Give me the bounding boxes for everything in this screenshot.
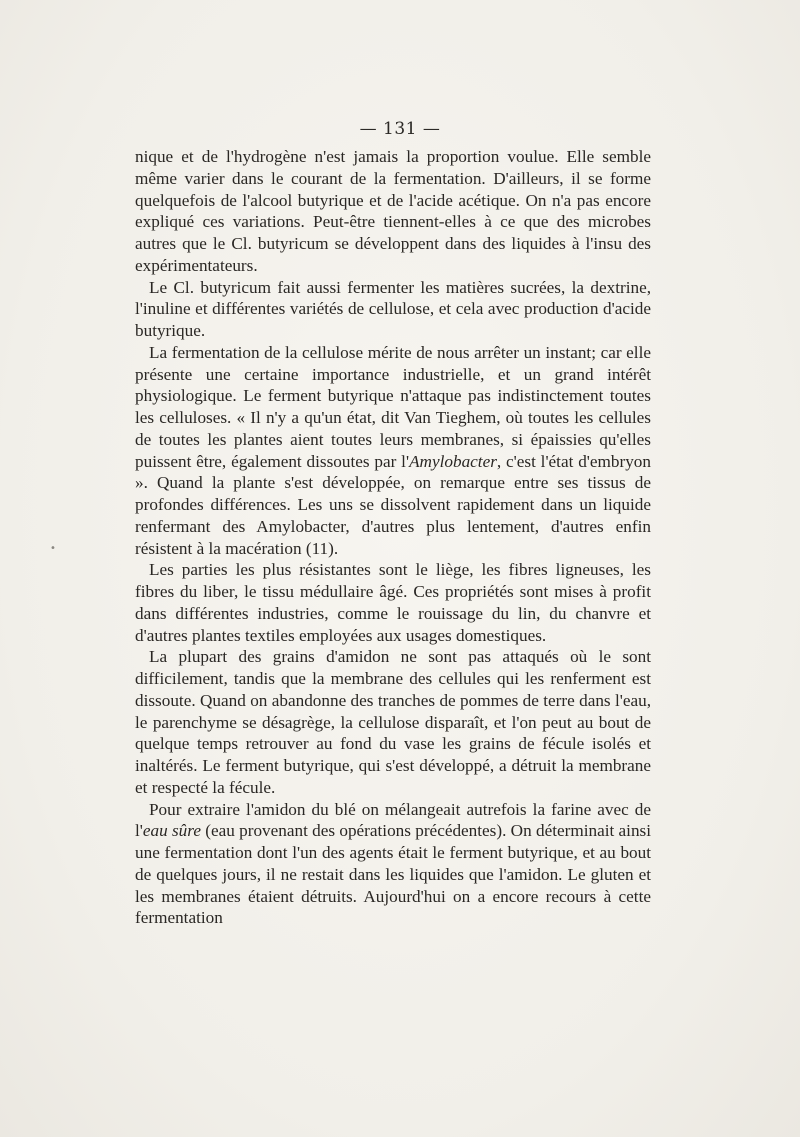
page-number: — 131 — xyxy=(359,119,441,139)
paragraph-text: Les parties les plus résistantes sont le liège, les fibres ligneuses, les fibres du liber, le tissu médullaire âgé. Ces propriétés sont mises à profit dans différentes industries, comme le rouissage du lin, du chanvre et d'autres plantes textiles employées aux usages domestiques. xyxy=(135,560,651,645)
paragraph-p1 xyxy=(135,146,651,277)
paragraph-text: nique et de l'hydrogène n'est jamais la proportion voulue. Elle semble même varier dans le courant de la fermentation. D'ailleurs, il se forme quelquefois de l'alcool butyrique et de l'acide acétique. On n'a pas encore expliqué ces variations. Peut-être tiennent-elles à ce que des microbes autres que le Cl. butyricum se développent dans des liquides à l'insu des expérimentateurs. xyxy=(135,147,651,275)
paragraph-p4 xyxy=(135,559,651,646)
paragraph-p6 xyxy=(135,799,651,930)
paragraph-p5 xyxy=(135,646,651,798)
paragraph-text: La plupart des grains d'amidon ne sont pas attaqués où le sont difficilement, tandis que la membrane des cellules qui les renferment est dissoute. Quand on abandonne des tranches de pommes de terre dans l'eau, le parenchyme se désagrège, la cellulose disparaît, et l'on peut au bout de quelque temps retrouver au fond du vase les grains de fécule isolés et inaltérés. Le ferment butyrique, qui s'est développé, a détruit la membrane et respecté la fécule. xyxy=(135,647,651,797)
margin-mark: • xyxy=(50,543,56,554)
paragraph-p3 xyxy=(135,342,651,560)
paragraph-text: La fermentation de la cellulose mérite de nous arrêter un instant; car elle présente une certaine importance industrielle, et un grand intérêt physiologique. Le ferment butyrique n'attaque pas indistinctement toutes les celluloses. « Il n'y a qu'un état, dit Van Tieghem, où toutes les cellules de toutes les plantes aient toutes leurs membranes, si épaissies qu'elles puissent être, également dissoutes par l' xyxy=(135,342,651,471)
italic-text: Amylobacter xyxy=(409,451,497,471)
italic-text: eau sûre xyxy=(142,821,201,841)
paragraph-p2 xyxy=(135,277,651,342)
body-text xyxy=(135,146,651,929)
paragraph-text: (eau provenant des opérations précédentes). On déterminait ainsi une fermentation dont l'un des agents était le ferment butyrique, et au bout de quelques jours, il ne restait dans les liquides que l'amidon. Le gluten et les membranes étaient détruits. Aujourd'hui on a encore recours à cette fermentation xyxy=(135,821,652,928)
paragraph-text: , c'est l'état d'embryon ». Quand la plante s'est développée, on remarque entre ses tissus de profondes différences. Les uns se dissolvent rapidement dans un liquide renfermant des Amylobacter, d'autres plus lentement, d'autres enfin résistent à la macération (11). xyxy=(135,451,651,558)
paragraph-text: Pour extraire l'amidon du blé on mélangeait autrefois la farine avec de l' xyxy=(135,799,651,841)
paragraph-text: Le Cl. butyricum fait aussi fermenter les matières sucrées, la dextrine, l'inuline et différentes variétés de cellulose, et cela avec production d'acide butyrique. xyxy=(135,277,651,340)
